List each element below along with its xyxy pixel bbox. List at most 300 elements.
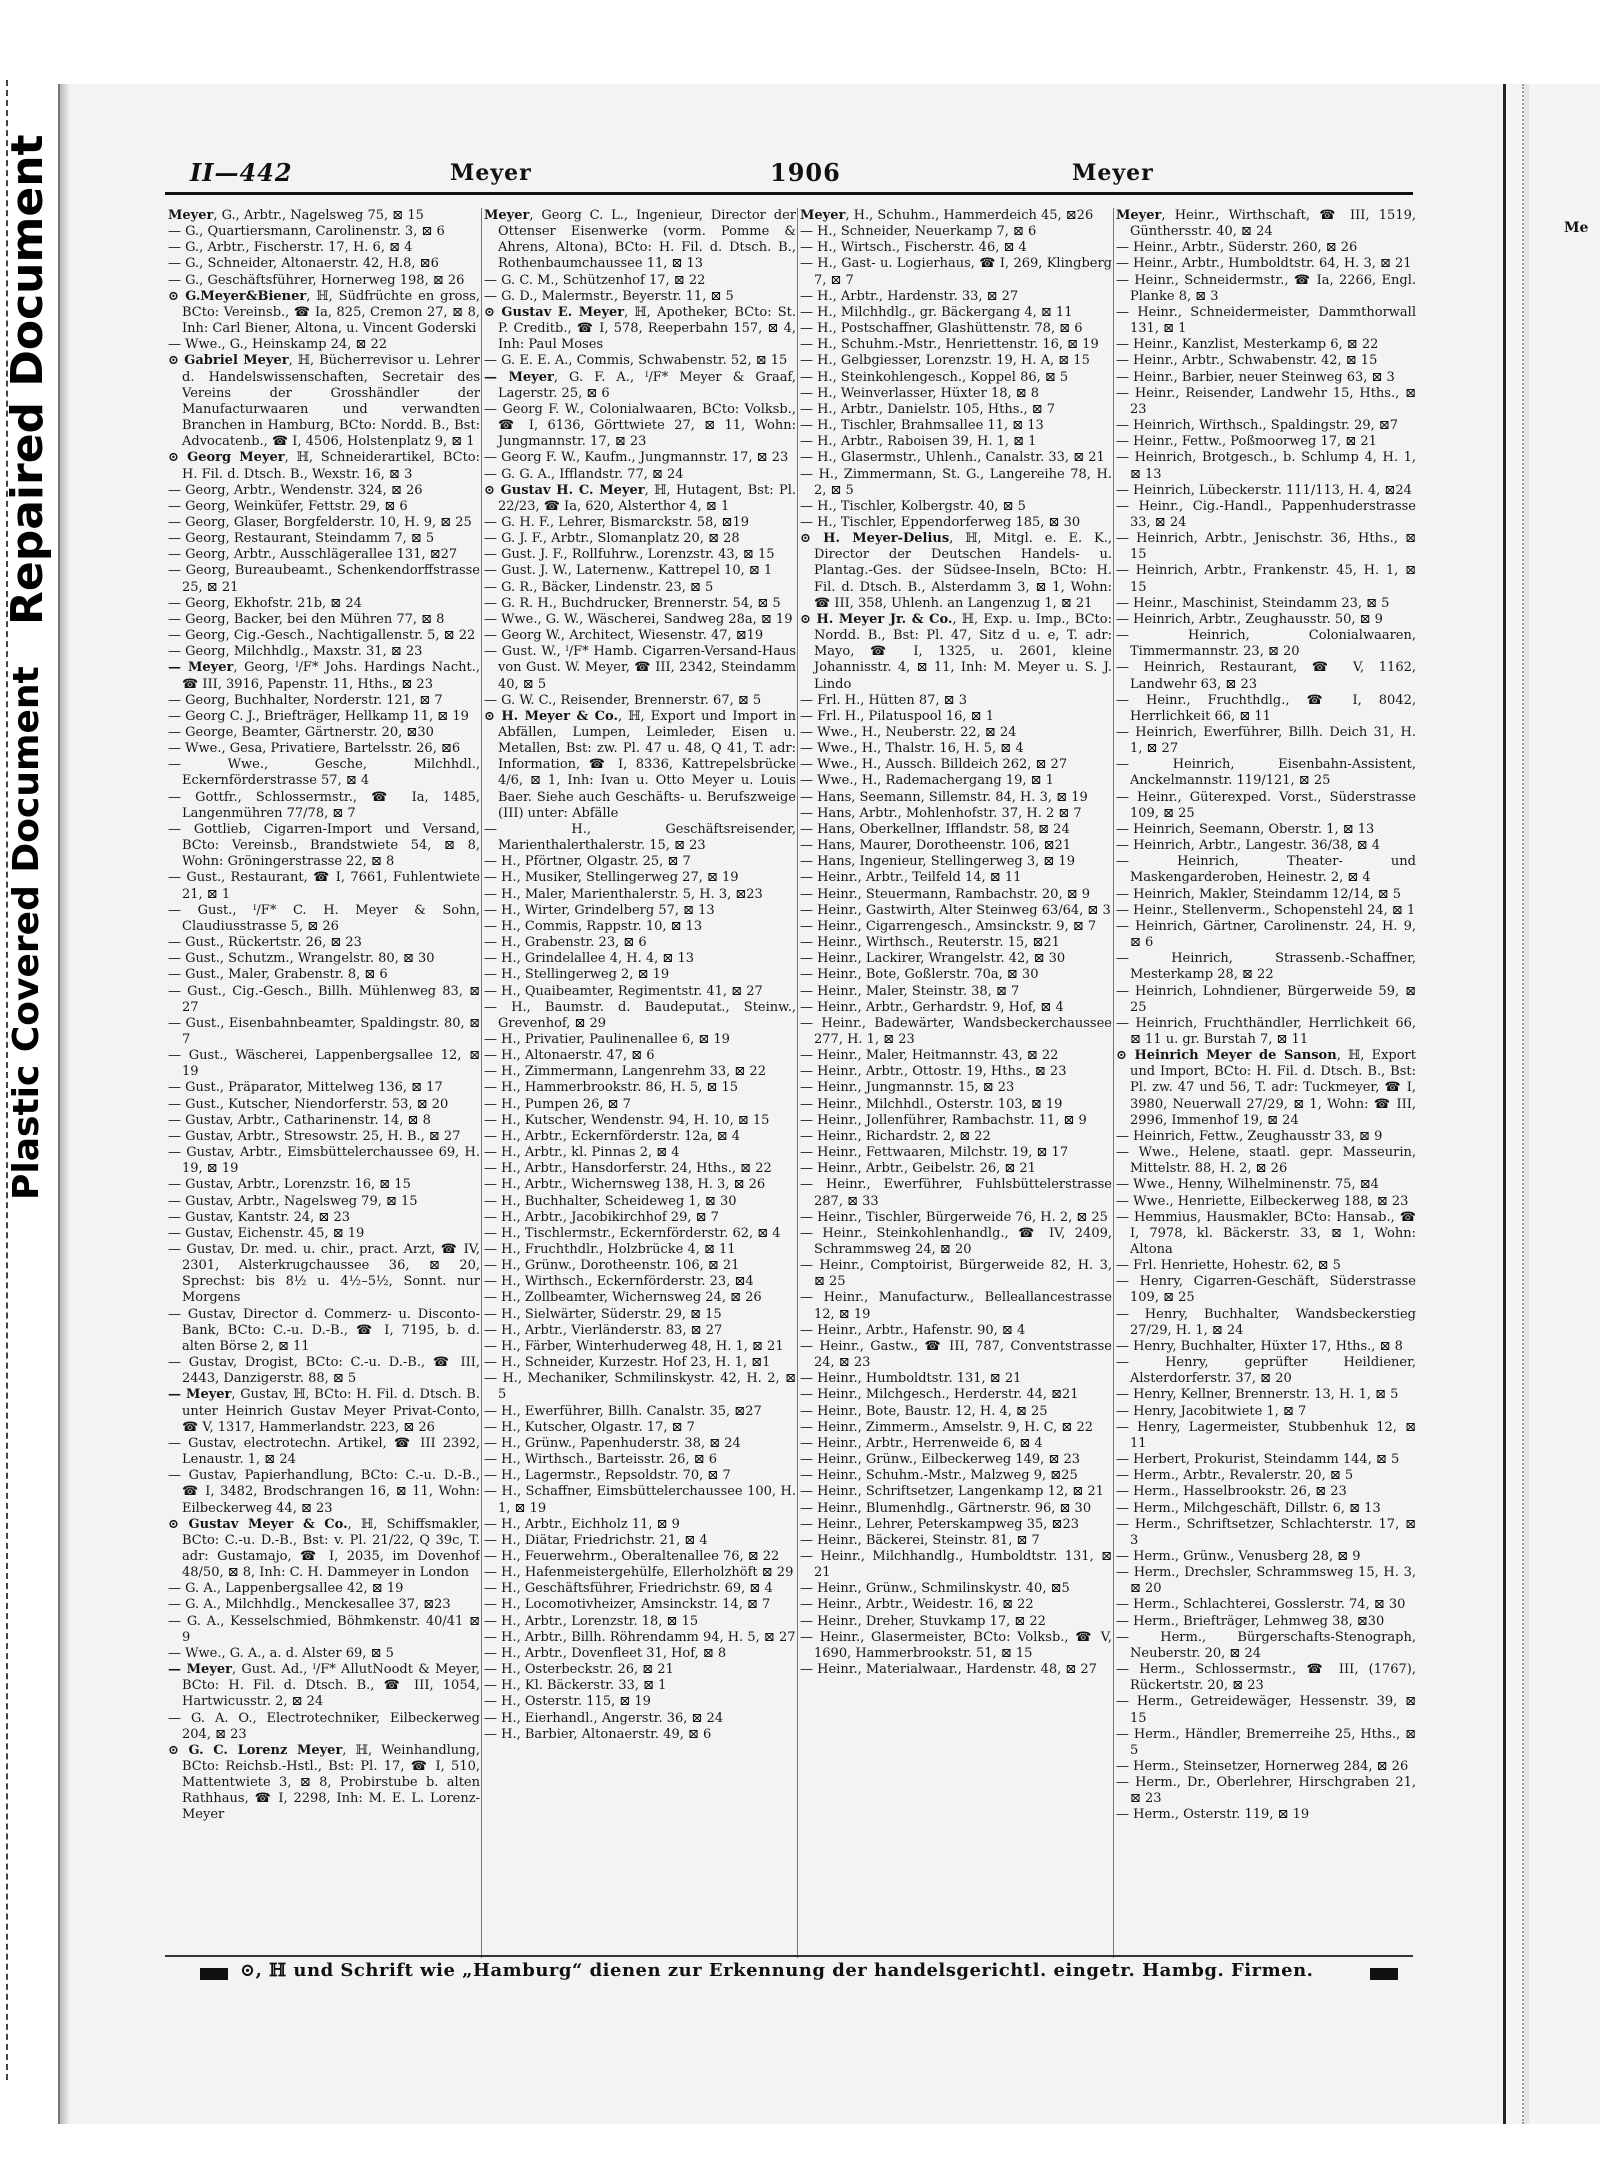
entry-name: Meyer xyxy=(1116,208,1162,223)
directory-entry: — Gustav, Eichenstr. 45, ⊠ 19 xyxy=(168,1225,365,1241)
directory-entry: — Hans, Maurer, Dorotheenstr. 106, ⊠21 xyxy=(800,838,1072,854)
directory-entry: — Heinr., Wirthsch., Reuterstr. 15, ⊠21 xyxy=(800,935,1060,951)
directory-entry: — Heinr., Ewerführer, Fuhlsbüttelerstrasse 287, ⊠ 33 xyxy=(800,1177,1112,1209)
directory-entry: — H., Geschäftsführer, Friedrichstr. 69, ⊠ 4 xyxy=(484,1581,773,1597)
directory-entry: — Heinr., Glasermeister, BCto: Volksb., ☎ V, 1690, Hammerbrookstr. 51, ⊠ 15 xyxy=(800,1629,1112,1661)
directory-entry: — Heinr., Grünw., Schmilinskystr. 40, ⊠5 xyxy=(800,1581,1070,1597)
directory-entry: — Frl. Henriette, Hohestr. 62, ⊠ 5 xyxy=(1116,1258,1341,1274)
directory-entry: — Heinrich, Seemann, Oberstr. 1, ⊠ 13 xyxy=(1116,821,1375,837)
entry-name: Meyer xyxy=(800,208,846,223)
directory-entry: — Frl. H., Hütten 87, ⊠ 3 xyxy=(800,692,967,708)
entry-details: , ℍ, Apotheker, BCto: St. P. Creditb., ☎ I, 578, Reeperbahn 157, ⊠ 4, Inh: Paul Moses xyxy=(498,304,796,353)
directory-entry: — G. A., Kesselschmied, Böhmkenstr. 40/41 ⊠ 9 xyxy=(168,1613,480,1645)
directory-entry: — H., Wirter, Grindelberg 57, ⊠ 13 xyxy=(484,902,715,918)
directory-entry: — H., Feuerwehrm., Oberaltenallee 76, ⊠ 22 xyxy=(484,1548,780,1564)
entry-details: , Gust. Ad., ᴵ/F* AllutNoodt & Meyer, BCto: H. Fil. d. Dtsch. B., ☎ III, 1054, Hartwicusstr. 2, ⊠ 24 xyxy=(182,1662,480,1710)
directory-entry: — Henry, Jacobitwiete 1, ⊠ 7 xyxy=(1116,1403,1307,1419)
directory-entry: — H., Fruchthdlr., Holzbrücke 4, ⊠ 11 xyxy=(484,1242,736,1257)
directory-entry: — G. R., Bäcker, Lindenstr. 23, ⊠ 5 xyxy=(484,579,714,595)
directory-entry: — Gustav, electrotechn. Artikel, ☎ III 2392, Lenaustr. 1, ⊠ 24 xyxy=(168,1435,480,1468)
directory-entry: — Wwe., H., Aussch. Billdeich 262, ⊠ 27 xyxy=(800,757,1068,773)
directory-entry xyxy=(1116,208,1416,240)
directory-entry: — Heinr., Güterexped. Vorst., Süderstrasse 109, ⊠ 25 xyxy=(1116,789,1416,821)
directory-entry: — Heinr., Blumenhdlg., Gärtnerstr. 96, ⊠ 30 xyxy=(800,1500,1092,1516)
directory-entry: — Heinr., Schuhm.-Mstr., Malzweg 9, ⊠25 xyxy=(800,1468,1078,1484)
entry-details: , ℍ, Bücherrevisor u. Lehrer d. Handelswissenschaften, Secretair des Vereins der Grosshändler der Manufacturwaaren und verwandten Branchen in Hamburg, BCto: Nordd. B., Bst: Advocatenb., ☎ I, 4506, Holstenplatz 9, ⊠ 1 xyxy=(182,353,480,450)
directory-entry: — Hans, Arbtr., Mohlenhofstr. 37, H. 2 ⊠ 7 xyxy=(800,805,1082,821)
directory-entry: — H., Gast- u. Logierhaus, ☎ I, 269, Klingberg 7, ⊠ 7 xyxy=(800,256,1112,288)
directory-entry: — Heinr., Grünw., Eilbeckerweg 149, ⊠ 23 xyxy=(800,1452,1081,1468)
directory-entry: — Heinr., Schriftsetzer, Langenkamp 12, ⊠ 21 xyxy=(800,1484,1104,1500)
directory-entry: — Heinr., Fettw., Poßmoorweg 17, ⊠ 21 xyxy=(1116,434,1377,450)
directory-entry: — H., Hafenmeistergehülfe, Ellerholzhöft ⊠ 29 xyxy=(484,1565,794,1581)
directory-entry: — G., Schneider, Altonaerstr. 42, H.8, ⊠6 xyxy=(168,256,439,272)
directory-entry: — Georg, Buchhalter, Norderstr. 121, ⊠ 7 xyxy=(168,692,443,708)
directory-entry: — Gustav, Drogist, BCto: C.-u. D.-B., ☎ III, 2443, Danzigerstr. 88, ⊠ 5 xyxy=(168,1355,480,1387)
directory-entry: — Heinrich, Fruchthändler, Herrlichkeit 66, ⊠ 11 u. gr. Burstah 7, ⊠ 11 xyxy=(1116,1015,1416,1047)
page-edge-dots xyxy=(1522,84,1526,2124)
header-name-left: Meyer xyxy=(450,160,532,186)
directory-entry: — Heinrich, Makler, Steindamm 12/14, ⊠ 5 xyxy=(1116,886,1402,902)
directory-entry: — Gustav, Arbtr., Nagelsweg 79, ⊠ 15 xyxy=(168,1193,418,1209)
plastic-covered-label: Plastic Covered Document xyxy=(6,666,47,1200)
directory-entry: — Herm., Bürgerschafts-Stenograph, Neuberstr. 20, ⊠ 24 xyxy=(1116,1629,1416,1661)
directory-entry: — Heinr., Arbtr., Ottostr. 19, Hths., ⊠ 23 xyxy=(800,1064,1067,1080)
directory-entry: — Georg F. W., Colonialwaaren, BCto: Volksb., ☎ I, 6136, Görttwiete 27, ⊠ 11, Wohn: Jungmannstr. 17, ⊠ 23 xyxy=(484,401,796,450)
entry-details: , ℍ, Schneiderartikel, BCto: H. Fil. d. Dtsch. B., Wexstr. 16, ⊠ 3 xyxy=(182,450,480,482)
directory-entry: — Heinrich, Theater- und Maskengarderoben, Heinestr. 2, ⊠ 4 xyxy=(1116,854,1416,886)
directory-entry: — H., Grünw., Dorotheenstr. 106, ⊠ 21 xyxy=(484,1258,740,1274)
directory-entry xyxy=(484,483,796,515)
directory-entry: — Gustav, Arbtr., Stresowstr. 25, H. B., ⊠ 27 xyxy=(168,1128,461,1144)
directory-entry: — Gustav, Papierhandlung, BCto: C.-u. D.-B., ☎ I, 3482, Brodschrangen 16, ⊠ 11, Wohn: Eilbeckerweg 44, ⊠ 23 xyxy=(168,1468,480,1516)
directory-entry: — Herm., Händler, Bremerreihe 25, Hths., ⊠ 5 xyxy=(1116,1726,1416,1758)
entry-name: — Meyer xyxy=(484,369,554,385)
directory-entry: — Herm., Schriftsetzer, Schlachterstr. 17, ⊠ 3 xyxy=(1116,1516,1416,1548)
directory-entry: — Heinr., Maler, Steinstr. 38, ⊠ 7 xyxy=(800,983,1020,999)
directory-entry: — H., Färber, Winterhuderweg 48, H. 1, ⊠ 21 xyxy=(484,1338,784,1354)
directory-entry: — Heinr., Schneidermeister, Dammthorwall 131, ⊠ 1 xyxy=(1116,304,1416,337)
directory-entry: — Herm., Schlossermstr., ☎ III, (1767), Rückertstr. 20, ⊠ 23 xyxy=(1116,1662,1416,1694)
entry-name: ⊙ G.Meyer&Biener xyxy=(168,288,307,304)
directory-entry: — Heinr., Barbier, neuer Steinweg 63, ⊠ 3 xyxy=(1116,369,1395,385)
directory-entry: — Wwe., H., Neuberstr. 22, ⊠ 24 xyxy=(800,725,1017,740)
entry-name: ⊙ H. Meyer-Delius xyxy=(800,531,950,547)
directory-entry: — Heinr., Tischler, Bürgerweide 76, H. 2, ⊠ 25 xyxy=(800,1209,1108,1225)
entry-details: , ℍ, Exp. u. Imp., BCto: Nordd. B., Bst: Pl. 47, Sitz d u. e, T. adr: Mayo, ☎ I, 1325, u. 2601, kleine Johannisstr. 4, ⊠ 11, Inh: M. Meyer u. S. J. Lindo xyxy=(814,611,1112,692)
directory-entry: — Wwe., Henny, Wilhelminenstr. 75, ⊠4 xyxy=(1116,1177,1379,1193)
directory-entry: — Heinr., Arbtr., Herrenweide 6, ⊠ 4 xyxy=(800,1435,1043,1451)
directory-entry xyxy=(1116,1048,1416,1129)
directory-entry: — Gottlieb, Cigarren-Import und Versand, BCto: Vereinsb., Brandstwiete 54, ⊠ 8, Wohn: Gröningerstrasse 22, ⊠ 8 xyxy=(168,821,480,870)
directory-entry: — Heinr., Arbtr., Geibelstr. 26, ⊠ 21 xyxy=(800,1161,1036,1177)
directory-entry: — Henry, Buchhalter, Hüxter 17, Hths., ⊠ 8 xyxy=(1116,1338,1403,1354)
directory-entry xyxy=(800,612,1112,693)
directory-entry: — Georg, Cig.-Gesch., Nachtigallenstr. 5, ⊠ 22 xyxy=(168,628,476,644)
directory-entry: — Wwe., G., Heinskamp 24, ⊠ 22 xyxy=(168,337,388,353)
archive-side-tab xyxy=(0,0,53,2177)
directory-entry: — Heinrich, Brotgesch., b. Schlump 4, H. 1, ⊠ 13 xyxy=(1116,450,1416,482)
directory-entry: — Heinr., Arbtr., Schwabenstr. 42, ⊠ 15 xyxy=(1116,353,1378,369)
directory-entry: — Heinr., Maschinist, Steindamm 23, ⊠ 5 xyxy=(1116,595,1390,611)
directory-entry: — Heinr., Maler, Heitmannstr. 43, ⊠ 22 xyxy=(800,1048,1059,1064)
header-rule xyxy=(165,192,1413,195)
directory-entry: — Henry, Cigarren-Geschäft, Süderstrasse 109, ⊠ 25 xyxy=(1116,1274,1416,1306)
directory-entry: — Herm., Drechsler, Schrammsweg 15, H. 3, ⊠ 20 xyxy=(1116,1565,1416,1597)
directory-entry: — G. J. F., Arbtr., Slomanplatz 20, ⊠ 28 xyxy=(484,531,740,547)
directory-entry: — Heinrich, Lohndiener, Bürgerweide 59, ⊠ 25 xyxy=(1116,983,1416,1015)
directory-entry: — H., Osterbeckstr. 26, ⊠ 21 xyxy=(484,1662,674,1678)
directory-entry: — H., Tischler, Eppendorferweg 185, ⊠ 30 xyxy=(800,514,1081,530)
directory-entry: — Gust., Kutscher, Niendorferstr. 53, ⊠ 20 xyxy=(168,1096,449,1112)
entry-name: ⊙ Gustav Meyer & Co. xyxy=(168,1516,348,1532)
directory-entry: — Herm., Osterstr. 119, ⊠ 19 xyxy=(1116,1807,1310,1823)
directory-entry: — H., Arbtr., Eckernförderstr. 12a, ⊠ 4 xyxy=(484,1128,741,1144)
directory-entry: — Herm., Grünw., Venusberg 28, ⊠ 9 xyxy=(1116,1548,1361,1564)
directory-entry: — H., Baumstr. d. Baudeputat., Steinw., Grevenhof, ⊠ 29 xyxy=(484,999,796,1031)
directory-entry: — Gust., Restaurant, ☎ I, 7661, Fuhlentwiete 21, ⊠ 1 xyxy=(168,870,480,902)
directory-entry: — Heinrich, Arbtr., Jenischstr. 36, Hths., ⊠ 15 xyxy=(1116,531,1416,563)
repaired-document-label: Repaired Document xyxy=(2,134,53,625)
directory-entry: — Georg, Ekhofstr. 21b, ⊠ 24 xyxy=(168,595,362,611)
entry-details: , ℍ, Export und Import, BCto: H. Fil. d. Dtsch. B., Bst: Pl. zw. 47 und 56, T. adr: Tuckmeyer, ☎ I, 3980, Neuerwall 27/29, ⊠ 1, Wohn: ☎ III, 2996, Immenhof 19, ⊠ 24 xyxy=(1130,1048,1416,1128)
directory-entry: — G. A., Lappenbergsallee 42, ⊠ 19 xyxy=(168,1581,404,1597)
directory-entry: — H., Arbtr., Hansdorferstr. 24, Hths., ⊠ 22 xyxy=(484,1161,772,1177)
directory-entry: — G. C. M., Schützenhof 17, ⊠ 22 xyxy=(484,272,706,288)
directory-entry: — H., Locomotivheizer, Amsinckstr. 14, ⊠ 7 xyxy=(484,1597,771,1613)
directory-entry: — H., Schneider, Neuerkamp 7, ⊠ 6 xyxy=(800,224,1037,240)
directory-entry: — H., Lagermstr., Repsoldstr. 70, ⊠ 7 xyxy=(484,1468,731,1484)
directory-entry: — Heinr., Badewärter, Wandsbeckerchaussee 277, H. 1, ⊠ 23 xyxy=(800,1015,1112,1047)
directory-entry xyxy=(168,1387,480,1435)
directory-entry: — Georg, Bureaubeamt., Schenkendorffstrasse 25, ⊠ 21 xyxy=(168,563,480,595)
directory-entry: — Heinrich, Arbtr., Zeughausstr. 50, ⊠ 9 xyxy=(1116,611,1383,627)
directory-entry: — H., Arbtr., Vierländerstr. 83, ⊠ 27 xyxy=(484,1322,723,1338)
directory-entry xyxy=(168,1662,480,1710)
entry-name: ⊙ Gustav H. C. Meyer xyxy=(484,482,645,498)
directory-entry: — H., Kutscher, Olgastr. 17, ⊠ 7 xyxy=(484,1419,695,1435)
entry-details: , Gustav, ℍ, BCto: H. Fil. d. Dtsch. B. unter Heinrich Gustav Meyer Privat-Conto, ☎ V, 1317, Hammerlandstr. 223, ⊠ 26 xyxy=(182,1387,480,1435)
directory-entry: — H., Zollbeamter, Wichernsweg 24, ⊠ 26 xyxy=(484,1290,762,1306)
directory-entry: — Wwe., G. W., Wäscherei, Sandweg 28a, ⊠ 19 xyxy=(484,611,793,627)
directory-entry: — H., Milchhdlg., gr. Bäckergang 4, ⊠ 11 xyxy=(800,304,1073,320)
directory-entry: — Heinr., Cigarrengesch., Amsinckstr. 9, ⊠ 7 xyxy=(800,918,1097,934)
directory-entry xyxy=(800,531,1112,612)
directory-entry xyxy=(800,208,1112,224)
directory-entry xyxy=(484,709,796,822)
directory-entry: — H., Arbtr., Hardenstr. 33, ⊠ 27 xyxy=(800,288,1019,304)
directory-entry: — H., Arbtr., Eichholz 11, ⊠ 9 xyxy=(484,1516,680,1532)
column-divider-1 xyxy=(481,208,482,1958)
directory-entry: — H., Arbtr., Dovenfleet 31, Hof, ⊠ 8 xyxy=(484,1645,727,1661)
column-1 xyxy=(168,208,480,1958)
directory-entry: — Heinr., Milchgesch., Herderstr. 44, ⊠21 xyxy=(800,1387,1079,1403)
directory-entry: — Heinrich, Ewerführer, Billh. Deich 31, H. 1, ⊠ 27 xyxy=(1116,725,1416,757)
footer-note: ⊙, ℍ und Schrift wie „Hamburg“ dienen zur Erkennung der handelsgerichtl. eingetr. Hambg. Firmen. xyxy=(240,1960,1314,1981)
directory-entry: — Heinrich, Eisenbahn-Assistent, Anckelmannstr. 119/121, ⊠ 25 xyxy=(1116,757,1416,789)
column-2 xyxy=(484,208,796,1958)
directory-entry: — Gustav, Kantstr. 24, ⊠ 23 xyxy=(168,1209,350,1225)
directory-entry: — Heinr., Reisender, Landwehr 15, Hths., ⊠ 23 xyxy=(1116,385,1416,417)
page-number: II—442 xyxy=(190,158,293,187)
directory-entry: — Heinr., Kanzlist, Mesterkamp 6, ⊠ 22 xyxy=(1116,337,1379,353)
directory-entry: — Heinr., Bote, Goßlerstr. 70a, ⊠ 30 xyxy=(800,967,1039,983)
directory-entry: — Heinr., Steuermann, Rambachstr. 20, ⊠ 9 xyxy=(800,886,1091,902)
directory-entry: — H., Schneider, Kurzestr. Hof 23, H. 1, ⊠1 xyxy=(484,1355,771,1371)
directory-entry: — Heinr., Bäckerei, Steinstr. 81, ⊠ 7 xyxy=(800,1532,1040,1548)
entry-details: , ℍ, Mitgl. e. E. K., Director der Deutschen Handels- u. Plantag.-Ges. der Südsee-Inseln, BCto: H. Fil. d. Dtsch. B., Alsterdamm 3, ⊠ 1, Wohn: ☎ III, 358, Uhlenh. an Langenzug 1, ⊠ 21 xyxy=(814,531,1112,611)
directory-entry: — Hemmius, Hausmakler, BCto: Hansab., ☎ I, 7978, kl. Bäckerstr. 33, ⊠ 1, Wohn: Altona xyxy=(1116,1209,1416,1257)
directory-entry: — H., Arbtr., kl. Pinnas 2, ⊠ 4 xyxy=(484,1145,680,1161)
directory-entry: — Heinrich, Wirthsch., Spaldingstr. 29, ⊠7 xyxy=(1116,418,1399,434)
column-divider-2 xyxy=(797,208,798,1958)
directory-entry: — Herm., Milchgeschäft, Dillstr. 6, ⊠ 13 xyxy=(1116,1500,1381,1516)
column-divider-3 xyxy=(1113,208,1114,1958)
directory-entry: — Gust., Maler, Grabenstr. 8, ⊠ 6 xyxy=(168,967,388,983)
directory-entry: — Gust. W., ᴵ/F* Hamb. Cigarren-Versand-Haus von Gust. W. Meyer, ☎ III, 2342, Steindamm 40, ⊠ 5 xyxy=(484,644,796,692)
directory-entry: — Herm., Getreidewäger, Hessenstr. 39, ⊠ 15 xyxy=(1116,1694,1416,1726)
directory-entry: — Heinr., Milchhdl., Osterstr. 103, ⊠ 19 xyxy=(800,1096,1063,1112)
directory-entry: — H., Arbtr., Danielstr. 105, Hths., ⊠ 7 xyxy=(800,401,1056,417)
entry-details: , Georg, ᴵ/F* Johs. Hardings Nacht., ☎ III, 3916, Papenstr. 11, Hths., ⊠ 23 xyxy=(182,660,480,692)
directory-entry: — Heinrich, Restaurant, ☎ V, 1162, Landwehr 63, ⊠ 23 xyxy=(1116,660,1416,692)
directory-entry: — H., Zimmermann, Langenrehm 33, ⊠ 22 xyxy=(484,1064,766,1080)
directory-entry: — H., Diätar, Friedrichstr. 21, ⊠ 4 xyxy=(484,1532,708,1548)
directory-entry: — Wwe., Gesche, Milchhdl., Eckernförderstrasse 57, ⊠ 4 xyxy=(168,757,480,789)
directory-entry: — Georg F. W., Kaufm., Jungmannstr. 17, ⊠ 23 xyxy=(484,450,789,466)
directory-entry: — Gust., Eisenbahnbeamter, Spaldingstr. 80, ⊠ 7 xyxy=(168,1015,480,1047)
entry-details: , ℍ, Schiffsmakler, BCto: C.-u. D.-B., Bst: v. Pl. 21/22, Q 39c, T. adr: Gustamajo, ☎ I, 2035, im Dovenhof 48/50, ⊠ 8, Inh: C. H. Dammeyer in London xyxy=(182,1516,480,1581)
directory-entry: — H., Stellingerweg 2, ⊠ 19 xyxy=(484,967,670,983)
directory-entry: — Heinr., Gastw., ☎ III, 787, Conventstrasse 24, ⊠ 23 xyxy=(800,1338,1112,1371)
directory-entry: — Georg, Weinküfer, Fettstr. 29, ⊠ 6 xyxy=(168,498,408,514)
directory-entry: — Heinr., Fruchthdlg., ☎ I, 8042, Herrlichkeit 66, ⊠ 11 xyxy=(1116,692,1416,724)
directory-entry: — H., Barbier, Altonaerstr. 49, ⊠ 6 xyxy=(484,1726,712,1742)
directory-entry: — H., Arbtr., Raboisen 39, H. 1, ⊠ 1 xyxy=(800,434,1037,450)
directory-entry xyxy=(168,1517,480,1582)
column-3 xyxy=(800,208,1112,1958)
directory-entry: — Georg, Glaser, Borgfelderstr. 10, H. 9, ⊠ 25 xyxy=(168,514,472,530)
directory-entry: — Gust. J. W., Laternenw., Kattrepel 10, ⊠ 1 xyxy=(484,563,773,579)
directory-entry: — H., Arbtr., Lorenzstr. 18, ⊠ 15 xyxy=(484,1613,699,1629)
header-name-right: Meyer xyxy=(1072,160,1154,186)
entry-details: , ℍ, Hutagent, Bst: Pl. 22/23, ☎ Ia, 620, Alsterthor 4, ⊠ 1 xyxy=(498,482,796,514)
directory-entry xyxy=(484,305,796,353)
directory-entry: — Herm., Hasselbrookstr. 26, ⊠ 23 xyxy=(1116,1484,1347,1500)
directory-entry: — Gust., Rückertstr. 26, ⊠ 23 xyxy=(168,935,362,951)
directory-entry: — Heinr., Cig.-Handl., Pappenhuderstrasse 33, ⊠ 24 xyxy=(1116,498,1416,530)
directory-entry: — Wwe., Gesa, Privatiere, Bartelsstr. 26, ⊠6 xyxy=(168,741,461,757)
directory-entry: — Hans, Oberkellner, Ifflandstr. 58, ⊠ 24 xyxy=(800,821,1070,837)
directory-entry: — Heinrich, Gärtner, Carolinenstr. 24, H. 9, ⊠ 6 xyxy=(1116,918,1416,951)
directory-entry: — G. R. H., Buchdrucker, Brennerstr. 54, ⊠ 5 xyxy=(484,595,781,611)
directory-entry: — Heinr., Schneidermstr., ☎ Ia, 2266, Engl. Planke 8, ⊠ 3 xyxy=(1116,272,1416,304)
footer-rule xyxy=(165,1955,1413,1957)
directory-entry: — Georg W., Architect, Wiesenstr. 47, ⊠19 xyxy=(484,628,764,644)
directory-entry: — Heinrich, Lübeckerstr. 111/113, H. 4, ⊠24 xyxy=(1116,482,1412,498)
directory-entry: — H., Osterstr. 115, ⊠ 19 xyxy=(484,1694,651,1710)
directory-entry: — Heinr., Bote, Baustr. 12, H. 4, ⊠ 25 xyxy=(800,1403,1048,1419)
directory-entry: — H., Postschaffner, Glashüttenstr. 78, ⊠ 6 xyxy=(800,321,1083,337)
directory-entry: — Georg, Arbtr., Ausschlägerallee 131, ⊠27 xyxy=(168,547,458,563)
directory-entry: — H., Kl. Bäckerstr. 33, ⊠ 1 xyxy=(484,1678,667,1694)
next-page-title: Me xyxy=(1564,220,1589,236)
directory-entry: — Heinr., Stellenverm., Schopenstehl 24, ⊠ 1 xyxy=(1116,902,1416,918)
directory-entry: — H., Kutscher, Wendenstr. 94, H. 10, ⊠ 15 xyxy=(484,1112,770,1128)
directory-entry: — H., Hammerbrookstr. 86, H. 5, ⊠ 15 xyxy=(484,1080,739,1096)
entry-details: , ℍ, Export und Import in Abfällen, Lumpen, Leimleder, Eisen u. Metallen, Bst: zw. Pl. 47 u. 48, Q 41, T. adr: Information, ☎ I, 8336, Kattrepelsbrücke 4/6, ⊠ 1, Inh: Ivan u. Otto Meyer u. Louis Baer. Siehe auch Geschäfts- u. Berufszweige (III) unter: Abfälle xyxy=(498,708,796,821)
directory-entry: — H., Privatier, Paulinenallee 6, ⊠ 19 xyxy=(484,1031,730,1047)
directory-entry: — Wwe., G. A., a. d. Alster 69, ⊠ 5 xyxy=(168,1645,394,1661)
directory-entry: — Heinr., Arbtr., Hafenstr. 90, ⊠ 4 xyxy=(800,1322,1026,1338)
directory-entry: — Heinrich, Fettw., Zeughausstr 33, ⊠ 9 xyxy=(1116,1128,1383,1144)
directory-entry: — Gustav, Arbtr., Lorenzstr. 16, ⊠ 15 xyxy=(168,1177,411,1193)
directory-entry: — Henry, geprüfter Heildiener, Alsterdorferstr. 37, ⊠ 20 xyxy=(1116,1355,1416,1387)
footer-mark-left xyxy=(200,1968,228,1980)
directory-entry xyxy=(168,660,480,692)
entry-details: , G., Arbtr., Nagelsweg 75, ⊠ 15 xyxy=(213,208,424,223)
directory-entry: — H., Schuhm.-Mstr., Henriettenstr. 16, ⊠ 19 xyxy=(800,337,1099,353)
directory-entry: — Gust., ᴵ/F* C. H. Meyer & Sohn, Claudiusstrasse 5, ⊠ 26 xyxy=(168,902,480,934)
directory-entry: — G., Arbtr., Fischerstr. 17, H. 6, ⊠ 4 xyxy=(168,240,413,256)
directory-entry: — Georg, Arbtr., Wendenstr. 324, ⊠ 26 xyxy=(168,482,423,498)
directory-entry: — Gottfr., Schlossermstr., ☎ Ia, 1485, Langenmühren 77/78, ⊠ 7 xyxy=(168,789,480,821)
directory-entry: — H., Altonaerstr. 47, ⊠ 6 xyxy=(484,1048,655,1064)
column-4 xyxy=(1116,208,1416,1958)
entry-name: — Meyer xyxy=(168,660,234,676)
directory-entry xyxy=(168,289,480,337)
directory-entry xyxy=(168,1743,480,1824)
entry-name: — Meyer xyxy=(168,1387,232,1403)
directory-entry: — Heinrich, Arbtr., Frankenstr. 45, H. 1, ⊠ 15 xyxy=(1116,563,1416,595)
entry-name: ⊙ H. Meyer & Co. xyxy=(484,708,618,724)
directory-entry: — H., Eierhandl., Angerstr. 36, ⊠ 24 xyxy=(484,1710,724,1726)
directory-entry: — Georg, Backer, bei den Mühren 77, ⊠ 8 xyxy=(168,611,445,627)
directory-entry: — H., Tischlermstr., Eckernförderstr. 62, ⊠ 4 xyxy=(484,1225,781,1241)
directory-entry: — H., Zimmermann, St. G., Langereihe 78, H. 2, ⊠ 5 xyxy=(800,466,1112,498)
directory-entry xyxy=(484,370,796,402)
directory-entry xyxy=(168,208,480,224)
directory-entry: — H., Grindelallee 4, H. 4, ⊠ 13 xyxy=(484,951,694,967)
directory-entry: — Gustav, Director d. Commerz- u. Disconto-Bank, BCto: C.-u. D.-B., ☎ I, 7195, b. d. alten Börse 2, ⊠ 11 xyxy=(168,1306,480,1354)
directory-entry: — Gust., Wäscherei, Lappenbergsallee 12, ⊠ 19 xyxy=(168,1048,480,1080)
directory-entry: — Heinr., Gastwirth, Alter Steinweg 63/64, ⊠ 3 xyxy=(800,902,1111,918)
directory-entry: — Georg, Restaurant, Steindamm 7, ⊠ 5 xyxy=(168,531,435,547)
directory-entry: — Heinr., Arbtr., Gerhardstr. 9, Hof, ⊠ 4 xyxy=(800,999,1064,1015)
directory-entry: — H., Ewerführer, Billh. Canalstr. 35, ⊠27 xyxy=(484,1403,762,1419)
directory-entry: — G. G. A., Ifflandstr. 77, ⊠ 24 xyxy=(484,466,684,482)
entry-name: Meyer xyxy=(484,208,530,223)
directory-entry: — Herbert, Prokurist, Steindamm 144, ⊠ 5 xyxy=(1116,1452,1400,1468)
directory-entry: — Hans, Ingenieur, Stellingerweg 3, ⊠ 19 xyxy=(800,854,1075,870)
directory-entry: — H., Weinverlasser, Hüxter 18, ⊠ 8 xyxy=(800,385,1040,401)
directory-entry: — G. E. E. A., Commis, Schwabenstr. 52, ⊠ 15 xyxy=(484,353,788,369)
next-page-edge xyxy=(1503,84,1600,2124)
directory-entry: — Wwe., H., Rademachergang 19, ⊠ 1 xyxy=(800,773,1054,789)
directory-entry: — Gust., Schutzm., Wrangelstr. 80, ⊠ 30 xyxy=(168,951,435,967)
directory-entry: — Heinr., Comptoirist, Bürgerweide 82, H. 3, ⊠ 25 xyxy=(800,1258,1112,1290)
directory-entry: — Georg, Milchhdlg., Maxstr. 31, ⊠ 23 xyxy=(168,644,423,660)
directory-entry: — Heinr., Zimmerm., Amselstr. 9, H. C, ⊠ 22 xyxy=(800,1419,1093,1435)
directory-entry: — Heinrich, Strassenb.-Schaffner, Mesterkamp 28, ⊠ 22 xyxy=(1116,951,1416,983)
directory-entry: — Hans, Seemann, Sillemstr. 84, H. 3, ⊠ 19 xyxy=(800,789,1088,805)
entry-name: Meyer xyxy=(168,208,214,223)
entry-details: , ℍ, Südfrüchte en gross, BCto: Vereinsb., ☎ Ia, 825, Cremon 27, ⊠ 8, Inh: Carl Biener, Altona, u. Vincent Goderski xyxy=(182,288,480,337)
entry-name: ⊙ G. C. Lorenz Meyer xyxy=(168,1742,343,1758)
directory-entry: — H., Quaibeamter, Regimentstr. 41, ⊠ 27 xyxy=(484,983,763,999)
directory-entry: — George, Beamter, Gärtnerstr. 20, ⊠30 xyxy=(168,725,434,740)
directory-entry: — Wwe., H., Thalstr. 16, H. 5, ⊠ 4 xyxy=(800,741,1024,757)
directory-entry: — H., Buchhalter, Scheideweg 1, ⊠ 30 xyxy=(484,1193,737,1209)
directory-entry: — H., Maler, Marienthalerstr. 5, H. 3, ⊠23 xyxy=(484,886,763,902)
directory-entry: — G. A., Milchhdlg., Menckesallee 37, ⊠23 xyxy=(168,1597,451,1613)
directory-entry: — H., Grabenstr. 23, ⊠ 6 xyxy=(484,935,647,951)
directory-entry: — Heinr., Richardstr. 2, ⊠ 22 xyxy=(800,1128,991,1144)
directory-entry: — H., Musiker, Stellingerweg 27, ⊠ 19 xyxy=(484,870,739,886)
entry-name: ⊙ Gabriel Meyer xyxy=(168,353,289,369)
directory-entry: — Heinr., Manufacturw., Belleallancestrasse 12, ⊠ 19 xyxy=(800,1290,1112,1322)
directory-entry: — Henry, Buchhalter, Wandsbeckerstieg 27/29, H. 1, ⊠ 24 xyxy=(1116,1306,1416,1338)
directory-entry: — Heinr., Milchhandlg., Humboldtstr. 131, ⊠ 21 xyxy=(800,1548,1112,1581)
directory-entry: — Gustav, Arbtr., Catharinenstr. 14, ⊠ 8 xyxy=(168,1112,431,1128)
directory-entry: — G. D., Malermstr., Beyerstr. 11, ⊠ 5 xyxy=(484,288,734,304)
directory-entry: — H., Wirtsch., Fischerstr. 46, ⊠ 4 xyxy=(800,240,1027,256)
directory-entry: — G., Geschäftsführer, Hornerweg 198, ⊠ 26 xyxy=(168,272,465,288)
directory-entry: — Heinr., Humboldtstr. 131, ⊠ 21 xyxy=(800,1371,1022,1387)
directory-entry: — H., Geschäftsreisender, Marienthalerthalerstr. 15, ⊠ 23 xyxy=(484,821,796,854)
page-gutter-shadow xyxy=(60,84,70,2124)
directory-entry: — Herm., Schlachterei, Gosslerstr. 74, ⊠ 30 xyxy=(1116,1597,1406,1613)
directory-entry: — Gust. J. F., Rollfuhrw., Lorenzstr. 43, ⊠ 15 xyxy=(484,547,775,563)
directory-entry: — H., Arbtr., Jacobikirchhof 29, ⊠ 7 xyxy=(484,1209,719,1225)
directory-entry: — H., Commis, Rappstr. 10, ⊠ 13 xyxy=(484,918,703,934)
directory-entry: — H., Grünw., Papenhuderstr. 38, ⊠ 24 xyxy=(484,1435,741,1451)
directory-entry: — G., Quartiersmann, Carolinenstr. 3, ⊠ 6 xyxy=(168,224,445,240)
directory-entry: — Wwe., Henriette, Eilbeckerweg 188, ⊠ 23 xyxy=(1116,1193,1409,1209)
directory-entry: — H., Schaffner, Eimsbüttelerchaussee 100, H. 1, ⊠ 19 xyxy=(484,1484,796,1516)
directory-entry xyxy=(484,208,796,273)
directory-entry: — Heinrich, Colonialwaaren, Timmermannstr. 23, ⊠ 20 xyxy=(1116,628,1416,660)
directory-entry: — H., Tischler, Kolbergstr. 40, ⊠ 5 xyxy=(800,498,1026,514)
directory-entry: — H., Gelbgiesser, Lorenzstr. 19, H. A, ⊠ 15 xyxy=(800,353,1090,369)
directory-entry: — Gustav, Arbtr., Eimsbüttelerchaussee 69, H. 19, ⊠ 19 xyxy=(168,1145,480,1177)
entry-details: , ℍ, Weinhandlung, BCto: Reichsb.-Hstl., Bst: Pl. 17, ☎ I, 510, Mattentwiete 3, ⊠ 8, Probirstube b. alten Rathhaus, ☎ I, 2298, Inh: M. E. L. Lorenz-Meyer xyxy=(182,1742,480,1823)
directory-entry: — Heinr., Arbtr., Süderstr. 260, ⊠ 26 xyxy=(1116,240,1358,256)
directory-entry: — Henry, Kellner, Brennerstr. 13, H. 1, ⊠ 5 xyxy=(1116,1387,1399,1403)
directory-entry: — Heinr., Jollenführer, Rambachstr. 11, ⊠ 9 xyxy=(800,1112,1087,1128)
directory-entry: — H., Tischler, Brahmsallee 11, ⊠ 13 xyxy=(800,418,1044,434)
entry-name: ⊙ Georg Meyer xyxy=(168,450,285,466)
directory-entry: — Frl. H., Pilatuspool 16, ⊠ 1 xyxy=(800,708,994,724)
directory-entry: — H., Mechaniker, Schmilinskystr. 42, H. 2, ⊠ 5 xyxy=(484,1371,796,1403)
directory-entry: — H., Glasermstr., Uhlenh., Canalstr. 33, ⊠ 21 xyxy=(800,450,1105,466)
directory-entry: — Wwe., Helene, staatl. gepr. Masseurin, Mittelstr. 88, H. 2, ⊠ 26 xyxy=(1116,1145,1416,1177)
directory-entry: — Heinr., Steinkohlenhandlg., ☎ IV, 2409, Schrammsweg 24, ⊠ 20 xyxy=(800,1225,1112,1257)
directory-entry xyxy=(168,353,480,450)
entry-name: ⊙ Heinrich Meyer de Sanson xyxy=(1116,1048,1337,1064)
directory-entry: — Heinr., Materialwaar., Hardenstr. 48, ⊠ 27 xyxy=(800,1662,1097,1678)
directory-entry xyxy=(168,450,480,482)
directory-entry: — Heinr., Arbtr., Teilfeld 14, ⊠ 11 xyxy=(800,870,1022,886)
directory-entry: — H., Wirthsch., Barteisstr. 26, ⊠ 6 xyxy=(484,1452,718,1468)
directory-entry: — G. A. O., Electrotechniker, Eilbeckerweg 204, ⊠ 23 xyxy=(168,1710,480,1742)
directory-entry: — Heinr., Arbtr., Humboldtstr. 64, H. 3, ⊠ 21 xyxy=(1116,256,1412,272)
directory-entry: — Heinr., Dreher, Stuvkamp 17, ⊠ 22 xyxy=(800,1613,1046,1629)
entry-details: , H., Schuhm., Hammerdeich 45, ⊠26 xyxy=(845,208,1094,223)
directory-entry: — Gust., Cig.-Gesch., Billh. Mühlenweg 83, ⊠ 27 xyxy=(168,983,480,1015)
entry-name: — Meyer xyxy=(168,1662,232,1678)
directory-entry: — G. H. F., Lehrer, Bismarckstr. 58, ⊠19 xyxy=(484,514,749,530)
